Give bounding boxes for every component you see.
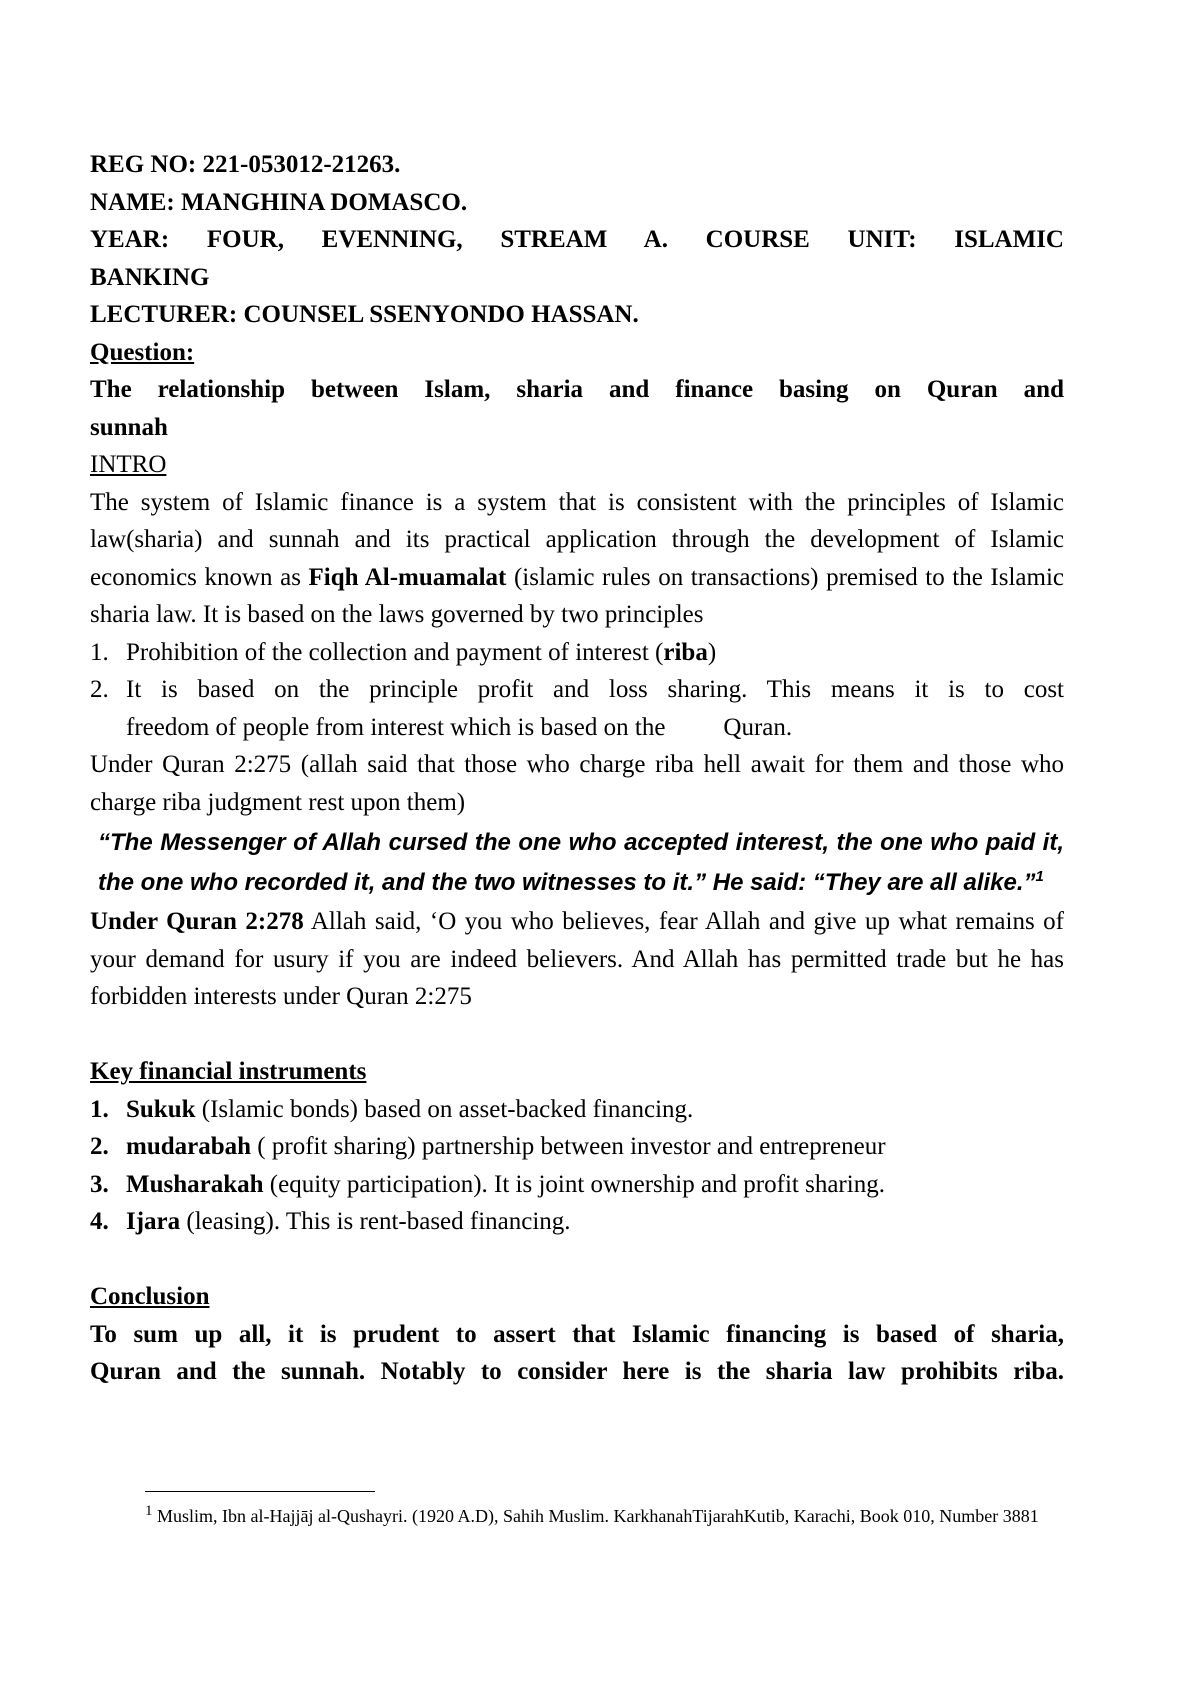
list-number: 1. (90, 638, 109, 666)
intro-text-a: The system of Islamic finance is a system that is consistent with the principles of Islamic law(sharia) and sunnah and its practical application through the development of Islamic economics known as (90, 488, 1064, 591)
principle-1-bold: riba (663, 638, 708, 666)
question-label: Question: (90, 338, 195, 366)
quran-278-text: Allah said, ‘O you who believes, fear Allah and give up what remains of your demand for usury if you are indeed believers. And Allah has permitted trade but he has forbidden interests under Quran 2:275 (90, 908, 1064, 1010)
list-item (90, 634, 1064, 672)
list-number: 4. (90, 1208, 109, 1235)
principle-2-text (126, 671, 1064, 746)
spacer (90, 1016, 1064, 1054)
question-text-line2: sunnah (90, 413, 168, 441)
footnote-ref[interactable]: 1 (1035, 868, 1044, 885)
principles-list (90, 634, 1064, 747)
instrument-desc: (equity participation). It is joint ownership and profit sharing. (263, 1170, 885, 1198)
principle-2-line2-text: freedom of people from interest which is based on the (126, 713, 666, 741)
list-number: 3. (90, 1170, 109, 1198)
instrument-desc: (leasing). This is rent-based financing. (180, 1208, 571, 1235)
principle-1-text (126, 634, 1064, 672)
instruments-list (90, 1091, 1064, 1241)
list-item (90, 1166, 1064, 1204)
instrument-desc: ( profit sharing) partnership between investor and entrepreneur (251, 1133, 886, 1160)
list-item (90, 1203, 1064, 1241)
list-item (90, 1128, 1064, 1166)
quran-278-paragraph (90, 903, 1064, 1016)
principle-1-b: ) (707, 638, 717, 666)
footnote-mark: 1 (145, 1503, 153, 1519)
hadith-quote (90, 823, 1064, 903)
year-course-line: YEAR: FOUR, EVENNING, STREAM A. COURSE UNIT: ISLAMIC (90, 226, 1064, 253)
conclusion-line2: Quran and the sunnah. Notably to consider here is the sharia law prohibits riba. (90, 1358, 1064, 1385)
footnote-text: Muslim, Ibn al-Hajjāj al-Qushayri. (1920 A.D), Sahih Muslim. KarkhanahTijarahKutib, Karachi, Book 010, Number 3881 (152, 1506, 1039, 1526)
document-body (90, 146, 1064, 1391)
principle-1-a: Prohibition of the collection and payment of interest ( (126, 638, 664, 666)
hadith-quote-text: “The Messenger of Allah cursed the one who accepted interest, the one who paid it, the one who recorded it, and the two witnesses to it.” He said: “They are all alike.” (98, 829, 1064, 896)
intro-paragraph (90, 484, 1064, 634)
principle-2-line1: It is based on the principle profit and loss sharing. This means it is to cost (126, 676, 1064, 703)
intro-term-fiqh: Fiqh Al-muamalat (308, 563, 507, 591)
list-number: 2. (90, 1133, 109, 1160)
intro-heading: INTRO (90, 451, 167, 478)
footnote (145, 1497, 1064, 1535)
instrument-term: Sukuk (126, 1095, 196, 1123)
instrument-term: mudarabah (126, 1133, 252, 1160)
lecturer: LECTURER: COUNSEL SSENYONDO HASSAN. (90, 301, 639, 328)
conclusion-heading: Conclusion (90, 1283, 210, 1310)
quran-275-paragraph: Under Quran 2:275 (allah said that those who charge riba hell await for them and those who charge riba judgment rest upon them) (90, 751, 1064, 816)
quran-278-bold: Under Quran 2:278 (90, 908, 304, 935)
footnote-separator (145, 1491, 375, 1492)
list-item (90, 671, 1064, 746)
intro-text-b: (islamic rules on transactions) premised to the Islamic sharia law. It is based on the laws governed by two principles (90, 563, 1064, 628)
instruments-heading: Key financial instruments (90, 1058, 367, 1085)
instrument-desc: (Islamic bonds) based on asset-backed financing. (195, 1095, 694, 1123)
question-text-line1: The relationship between Islam, sharia and finance basing on Quran and (90, 376, 1064, 403)
principle-2-line2-end: Quran. (723, 713, 793, 741)
year-course-line-cont: BANKING (90, 263, 210, 291)
conclusion-line1: To sum up all, it is prudent to assert that Islamic financing is based of sharia, (90, 1320, 1064, 1348)
list-number: 1. (90, 1095, 109, 1123)
instrument-term: Ijara (126, 1208, 181, 1235)
reg-no: REG NO: 221-053012-21263. (90, 151, 401, 178)
list-item (90, 1091, 1064, 1129)
student-name: NAME: MANGHINA DOMASCO. (90, 188, 468, 216)
spacer (90, 1241, 1064, 1279)
instrument-term: Musharakah (126, 1170, 264, 1198)
list-number: 2. (90, 676, 109, 703)
principle-2-line2 (126, 709, 1064, 747)
